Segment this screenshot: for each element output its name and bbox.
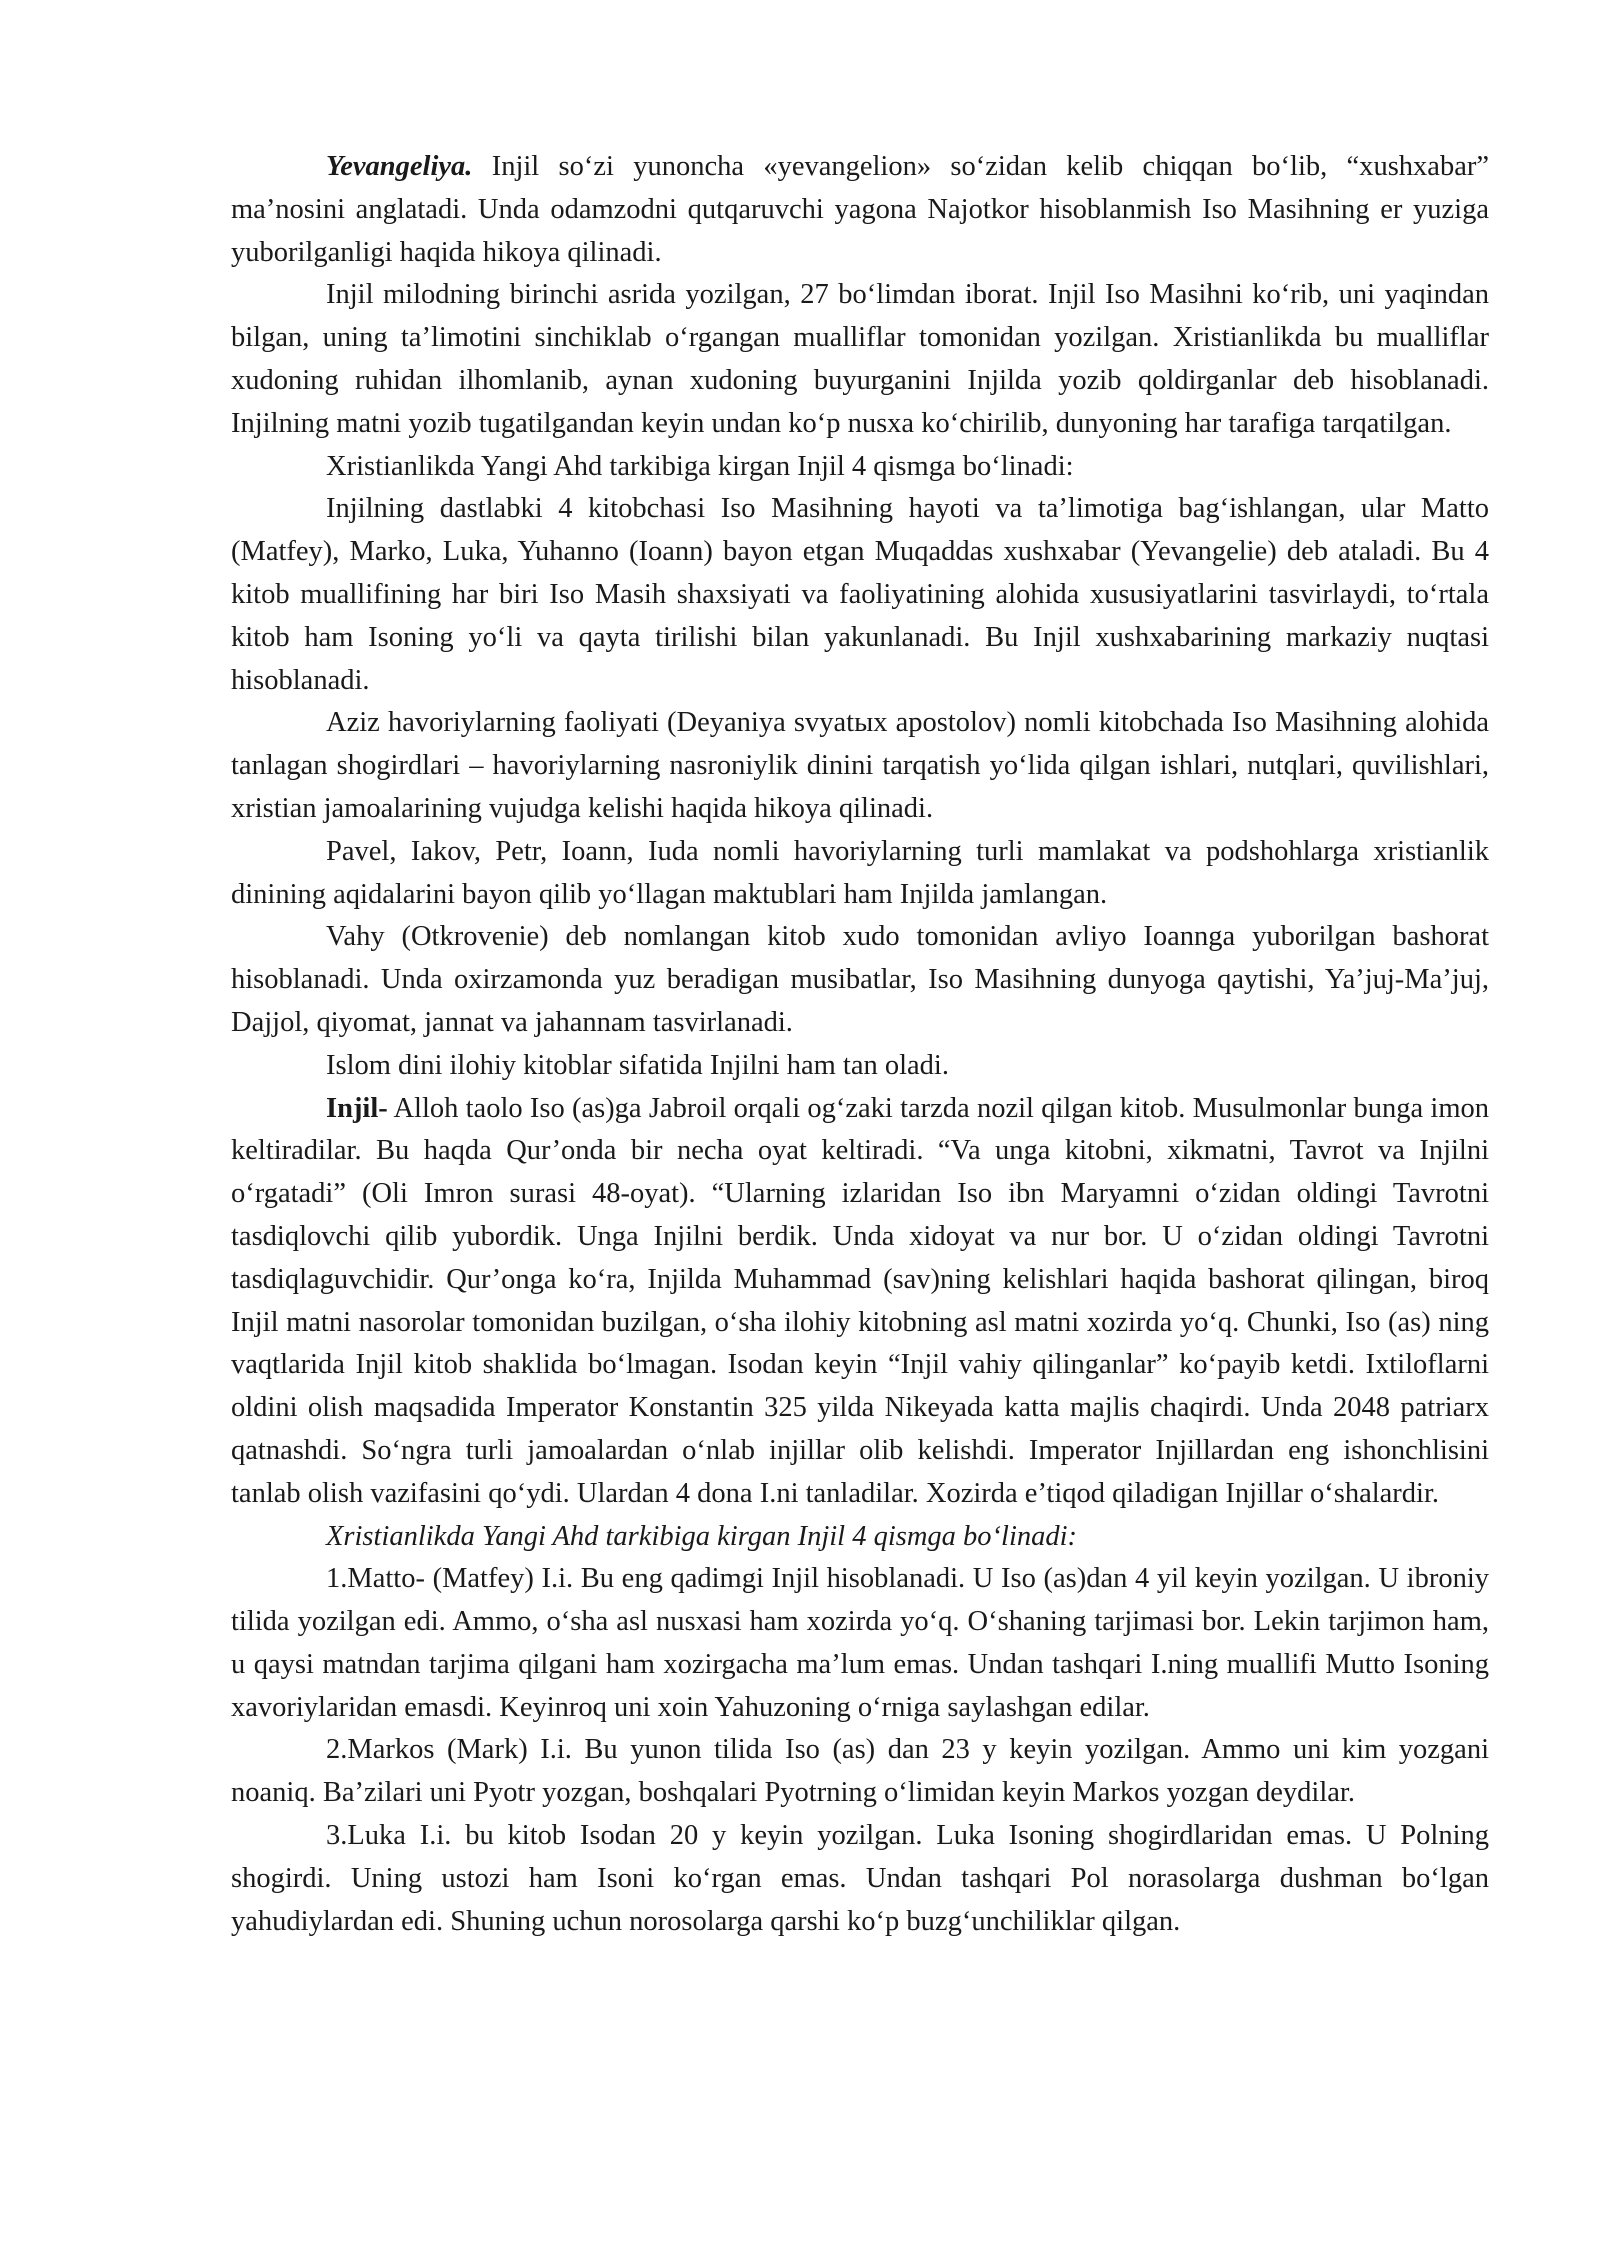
paragraph-acts: Aziz havoriylarning faoliyati (Deyaniya svyatыx apostolov) nomli kitobchada Iso Masihning alohida tanlagan shogirdlari – havoriylarning nasroniylik dinini tarqatish yo‘lida qilgan ishlari, nutqlari, quvilishlari, xristian jamoalarining vujudga kelishi haqida hikoya qilinadi. — [231, 707, 1489, 824]
paragraph-islam-view: Islom dini ilohiy kitoblar sifatida Injilni ham tan oladi. — [326, 1049, 949, 1081]
paragraph-lead-term: Yevangeliya. — [326, 151, 473, 182]
paragraph-lead-term: Injil- — [326, 1092, 388, 1124]
paragraph-four-parts: Xristianlikda Yangi Ahd tarkibiga kirgan Injil 4 qismga bo‘linadi: — [326, 450, 1074, 482]
paragraph-four-parts-italic: Xristianlikda Yangi Ahd tarkibiga kirgan Injil 4 qismga bo‘linadi: — [326, 1520, 1078, 1552]
paragraph-revelation: Vahy (Otkrovenie) deb nomlangan kitob xudo tomonidan avliyo Ioannga yuborilgan bashorat hisoblanadi. Unda oxirzamonda yuz beradigan musibatlar, Iso Masihning dunyoga qaytishi, Ya’juj-Ma’juj, Dajjol, qiyomat, jannat va jahannam tasvirlanadi. — [231, 921, 1489, 1038]
paragraph-injil-history: Injil milodning birinchi asrida yozilgan, 27 bo‘limdan iborat. Injil Iso Masihni ko‘rib, uni yaqindan bilgan, uning ta’limotini sinchiklab o‘rgangan mualliflar tomonidan yozilgan. Xristianlikda bu mualliflar xudoning ruhidan ilhomlanib, aynan xudoning buyurganini Injilda yozib qoldirganlar deb hisoblanadi. Injilning matni yozib tugatilgandan keyin undan ko‘p nusxa ko‘chirilib, dunyoning har tarafiga tarqatilgan. — [231, 279, 1489, 439]
paragraph-gospels: Injilning dastlabki 4 kitobchasi Iso Masihning hayoti va ta’limotiga bag‘ishlangan, ular Matto (Matfey), Marko, Luka, Yuhanno (Ioann) bayon etgan Muqaddas xushxabar (Yevangelie) deb ataladi. Bu 4 kitob muallifining har biri Iso Masih shaxsiyati va faoliyatining alohida xususiyatlarini tasvirlaydi, to‘rtala kitob ham Isoning yo‘li va qayta tirilishi bilan yakunlanadi. Bu Injil xushxabarining markaziy nuqtasi hisoblanadi. — [231, 493, 1489, 696]
paragraph-epistles: Pavel, Iakov, Petr, Ioann, Iuda nomli havoriylarning turli mamlakat va podshohlarga xristianlik dinining aqidalarini bayon qilib yo‘llagan maktublari ham Injilda jamlangan. — [231, 835, 1489, 910]
paragraph-text: Injil so‘zi yunoncha «yevangelion» so‘zidan kelib chiqqan bo‘lib, “xushxabar” ma’nosini anglatadi. Unda odamzodni qutqaruvchi yagona Najotkor hisoblanmish Iso Masihning er yuziga yuborilganligi haqida hikoya qilinadi. — [231, 151, 1489, 268]
paragraph-luke: 3.Luka I.i. bu kitob Isodan 20 y keyin yozilgan. Luka Isoning shogirdlaridan emas. U Polning shogirdi. Uning ustozi ham Isoni ko‘rgan emas. Undan tashqari Pol norasolarga dushman bo‘lgan yahudiylardan edi. Shuning uchun norosolarga qarshi ko‘p buzg‘unchiliklar qilgan. — [231, 1820, 1489, 1937]
paragraph-text: Alloh taolo Iso (as)ga Jabroil orqali og‘zaki tarzda nozil qilgan kitob. Musulmonlar bunga imon keltiradilar. Bu haqda Qur’onda bir necha oyat keltiradi. “Va unga kitobni, xikmatni, Tavrot va Injilni o‘rgatadi” (Oli Imron surasi 48-oyat). “Ularning izlaridan Iso ibn Maryamni o‘zidan oldingi Tavrotni tasdiqlovchi qilib yubordik. Unga Injilni berdik. Unda xidoyat va nur bor. U o‘zidan oldingi Tavrotni tasdiqlaguvchidir. Qur’onga ko‘ra, Injilda Muhammad (sav)ning kelishlari haqida bashorat qilingan, biroq Injil matni nasorolar tomonidan buzilgan, o‘sha ilohiy kitobning asl matni xozirda yo‘q. Chunki, Iso (as) ning vaqtlarida Injil kitob shaklida bo‘lmagan. Isodan keyin “Injil vahiy qilinganlar” ko‘payib ketdi. Ixtiloflarni oldini olish maqsadida Imperator Konstantin 325 yilda Nikeyada katta majlis chaqirdi. Unda 2048 patriarx qatnashdi. So‘ngra turli jamoalardan o‘nlab injillar olib kelishdi. Imperator Injillardan eng ishonchlisini tanlab olish vazifasini qo‘ydi. Ulardan 4 dona I.ni tanladilar. Xozirda e’tiqod qiladigan Injillar o‘shalardir. — [231, 1092, 1489, 1509]
paragraph-mark: 2.Markos (Mark) I.i. Bu yunon tilida Iso (as) dan 23 y keyin yozilgan. Ammo uni kim yozgani noaniq. Ba’zilari uni Pyotr yozgan, boshqalari Pyotrning o‘limidan keyin Markos yozgan deydilar. — [231, 1734, 1489, 1809]
paragraph-matthew: 1.Matto- (Matfey) I.i. Bu eng qadimgi Injil hisoblanadi. U Iso (as)dan 4 yil keyin yozilgan. U ibroniy tilida yozilgan edi. Ammo, o‘sha asl nusxasi ham xozirda yo‘q. O‘shaning tarjimasi bor. Lekin tarjimon ham, u qaysi matndan tarjima qilgani ham xozirgacha ma’lum emas. Undan tashqari I.ning muallifi Mutto Isoning xavoriylaridan emasdi. Keyinroq uni xoin Yahuzoning o‘rniga saylashgan edilar. — [231, 1563, 1489, 1723]
document-page — [231, 146, 1489, 1943]
paragraph-injil-quran — [231, 1088, 1489, 1516]
paragraph-yevangeliya — [231, 146, 1489, 274]
